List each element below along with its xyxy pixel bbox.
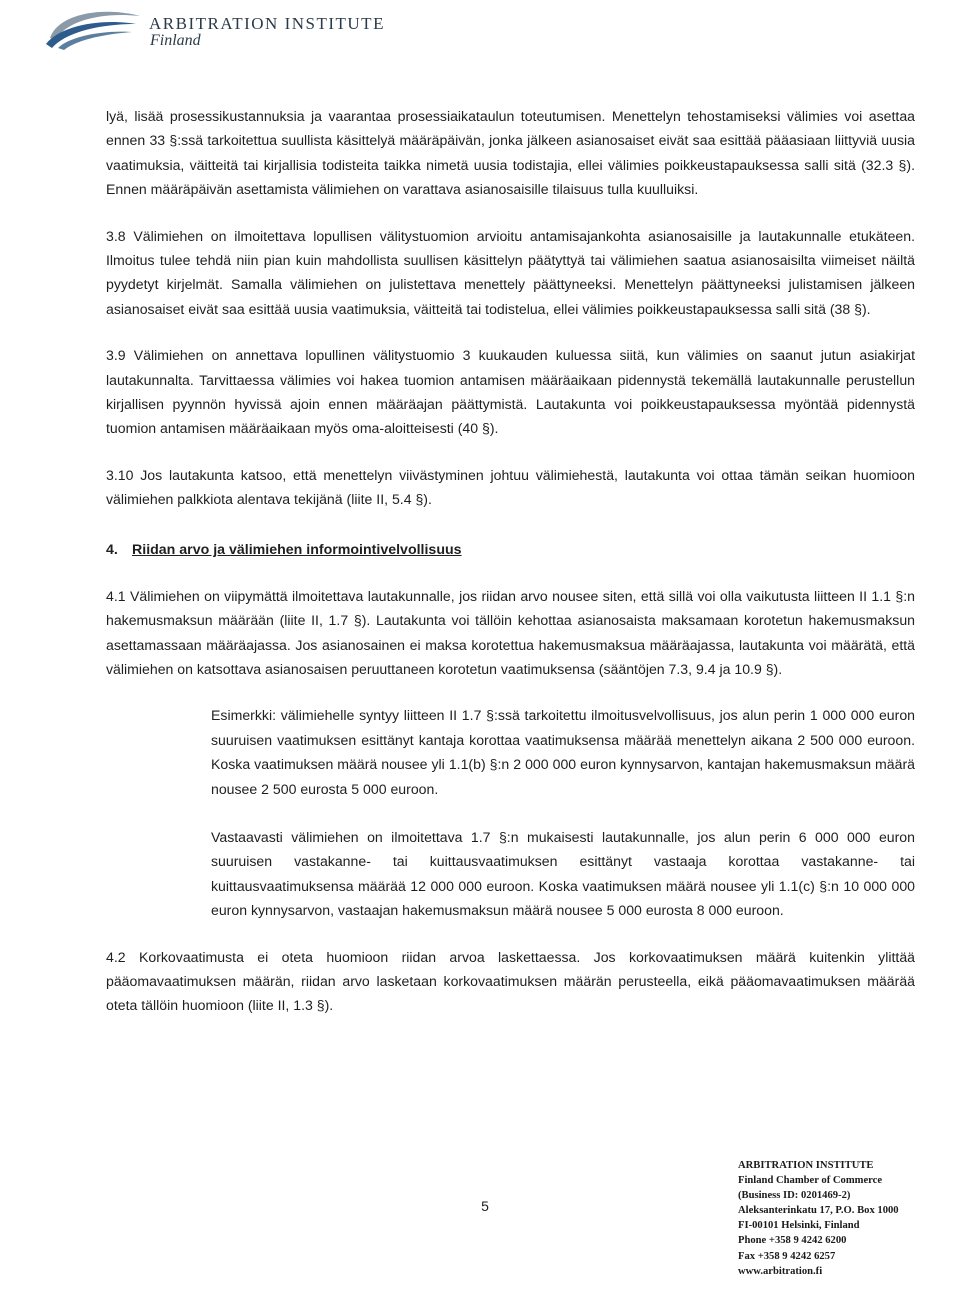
footer-city: FI-00101 Helsinki, Finland [738, 1220, 860, 1232]
footer-fax: Fax +358 9 4242 6257 [738, 1250, 836, 1262]
institute-logo [44, 4, 404, 52]
paragraph-4-2: 4.2 Korkovaatimusta ei oteta huomioon riidan arvoa laskettaessa. Jos korkovaatimuksen määrä kuitenkin ylittää pääomavaatimuksen määrän, riidan arvo lasketaan korkovaatimuksen määrän perusteella, eikä pääomavaatimuksen määrää oteta tällöin huomioon (liite II, 1.3 §). [106, 948, 915, 1014]
section-title: Riidan arvo ja välimiehen informointivelvollisuus [132, 541, 462, 558]
document-body [106, 104, 915, 1018]
example-paragraph-2: Vastaavasti välimiehen on ilmoitettava 1.7 §:n mukaisesti lautakunnalle, jos alun perin 6 000 000 euron suuruisen vastakanne- tai kuittausvaatimuksen esittänyt vastaaja korottaa vastakanne- tai kuittausvaatimuksensa määrää 12 000 000 euroon. Koska vaatimuksen määrä nousee yli 1.1(c) §:n 10 000 000 euron kynnysarvon, vastaajan hakemusmaksun määrä nousee 5 000 eurosta 8 000 euroon. [211, 828, 915, 919]
paragraph-continuation: lyä, lisää prosessikustannuksia ja vaarantaa prosessiaikataulun toteutumisen. Menettelyn tehostamiseksi välimies voi asettaa ennen 33 §:ssä tarkoitettua suullista käsittelyä määräpäivän, jonka jälkeen asianosaiset eivät saa esittää pääasiaan liittyviä uusia vaatimuksia, väitteitä tai kirjallisia todisteita taikka nimetä uusia todistajia, ellei välimies poikkeustapauksessa salli sitä (32.3 §). Ennen määräpäivän asettamista välimiehen on varattava asianosaisille tilaisuus tulla kuulluiksi. [106, 108, 915, 198]
paragraph-4-1: 4.1 Välimiehen on viipymättä ilmoitettava lautakunnalle, jos riidan arvo nousee siten, että sillä voi olla vaikutusta liitteen II 1.1 §:n hakemusmaksun määrään (liite II, 1.7 §). Lautakunta voi tällöin kehottaa asianosaista maksamaan korotetun hakemusmaksun asettamassaan määräajassa. Jos asianosainen ei maksa korotettua hakemusmaksua määräajassa, lautakunta voi määrätä, että välimiehen on katsottava asianosaisen peruuttaneen korotetun vaatimuksensa (sääntöjen 7.3, 9.4 ja 10.9 §). [106, 587, 915, 677]
paragraph-3-10: 3.10 Jos lautakunta katsoo, että menettelyn viivästyminen johtuu välimiehestä, lautakunta voi ottaa tämän seikan huomioon välimiehen palkkiota alentava tekijänä (liite II, 5.4 §). [106, 466, 915, 508]
footer-street: Aleksanterinkatu 17, P.O. Box 1000 [738, 1205, 899, 1217]
footer-business-id: (Business ID: 0201469-2) [738, 1190, 851, 1202]
logo-org-name: ARBITRATION INSTITUTE [149, 14, 385, 33]
example-paragraph-1: Esimerkki: välimiehelle syntyy liitteen II 1.7 §:ssä tarkoitettu ilmoitusvelvollisuus, jos alun perin 1 000 000 euron suuruisen vaatimuksen esittänyt kantaja korottaa vaatimuksensa määrää menettelyn aikana 2 500 000 euroon. Koska vaatimuksen määrä nousee yli 1.1(b) §:n 2 000 000 euron kynnysarvon, kantajan hakemusmaksun määrä nousee 2 500 eurosta 5 000 euroon. [211, 707, 915, 797]
globe-swoosh-icon [44, 4, 144, 52]
footer-org: ARBITRATION INSTITUTE [738, 1160, 874, 1171]
footer-address-block [738, 1158, 938, 1279]
footer-phone: Phone +358 9 4242 6200 [738, 1235, 847, 1247]
footer-website[interactable]: www.arbitration.fi [738, 1265, 823, 1277]
logo-org-country: Finland [150, 32, 201, 49]
paragraph-3-9: 3.9 Välimiehen on annettava lopullinen välitystuomio 3 kuukauden kuluessa siitä, kun välimies on saanut jutun asiakirjat lautakunnalta. Tarvittaessa välimies voi hakea tuomion antamisen määräaikaan pidennystä tekemällä lautakunnalle perustellun kirjallisen pyynnön hyvissä ajoin ennen määräajan päättymistä. Lautakunta voi poikkeustapauksessa myöntää pidennystä tuomion antamisen määräaikaan myös oma-aloitteisesti (40 §). [106, 347, 915, 437]
page-number: 5 [481, 1198, 489, 1214]
paragraph-3-8: 3.8 Välimiehen on ilmoitettava lopullisen välitystuomion arvioitu antamisajankohta asianosaisille ja lautakunnalle etukäteen. Ilmoitus tulee tehdä niin pian kuin mahdollista suullisen käsittelyn päätyttyä tai välimiehen saatua asianosaisilta viimeiset näiltä pyydetyt kirjelmät. Samalla välimiehen on julistettava menettely päättyneeksi. Menettelyn päättyneeksi julistamisen jälkeen asianosaiset eivät saa esittää uusia vaatimuksia, väitteitä tai todistelua, ellei välimies poikkeustapauksessa salli sitä (38 §). [106, 227, 915, 317]
section-number: 4. [106, 541, 118, 558]
footer-chamber: Finland Chamber of Commerce [738, 1175, 883, 1187]
section-4-heading [106, 538, 915, 562]
